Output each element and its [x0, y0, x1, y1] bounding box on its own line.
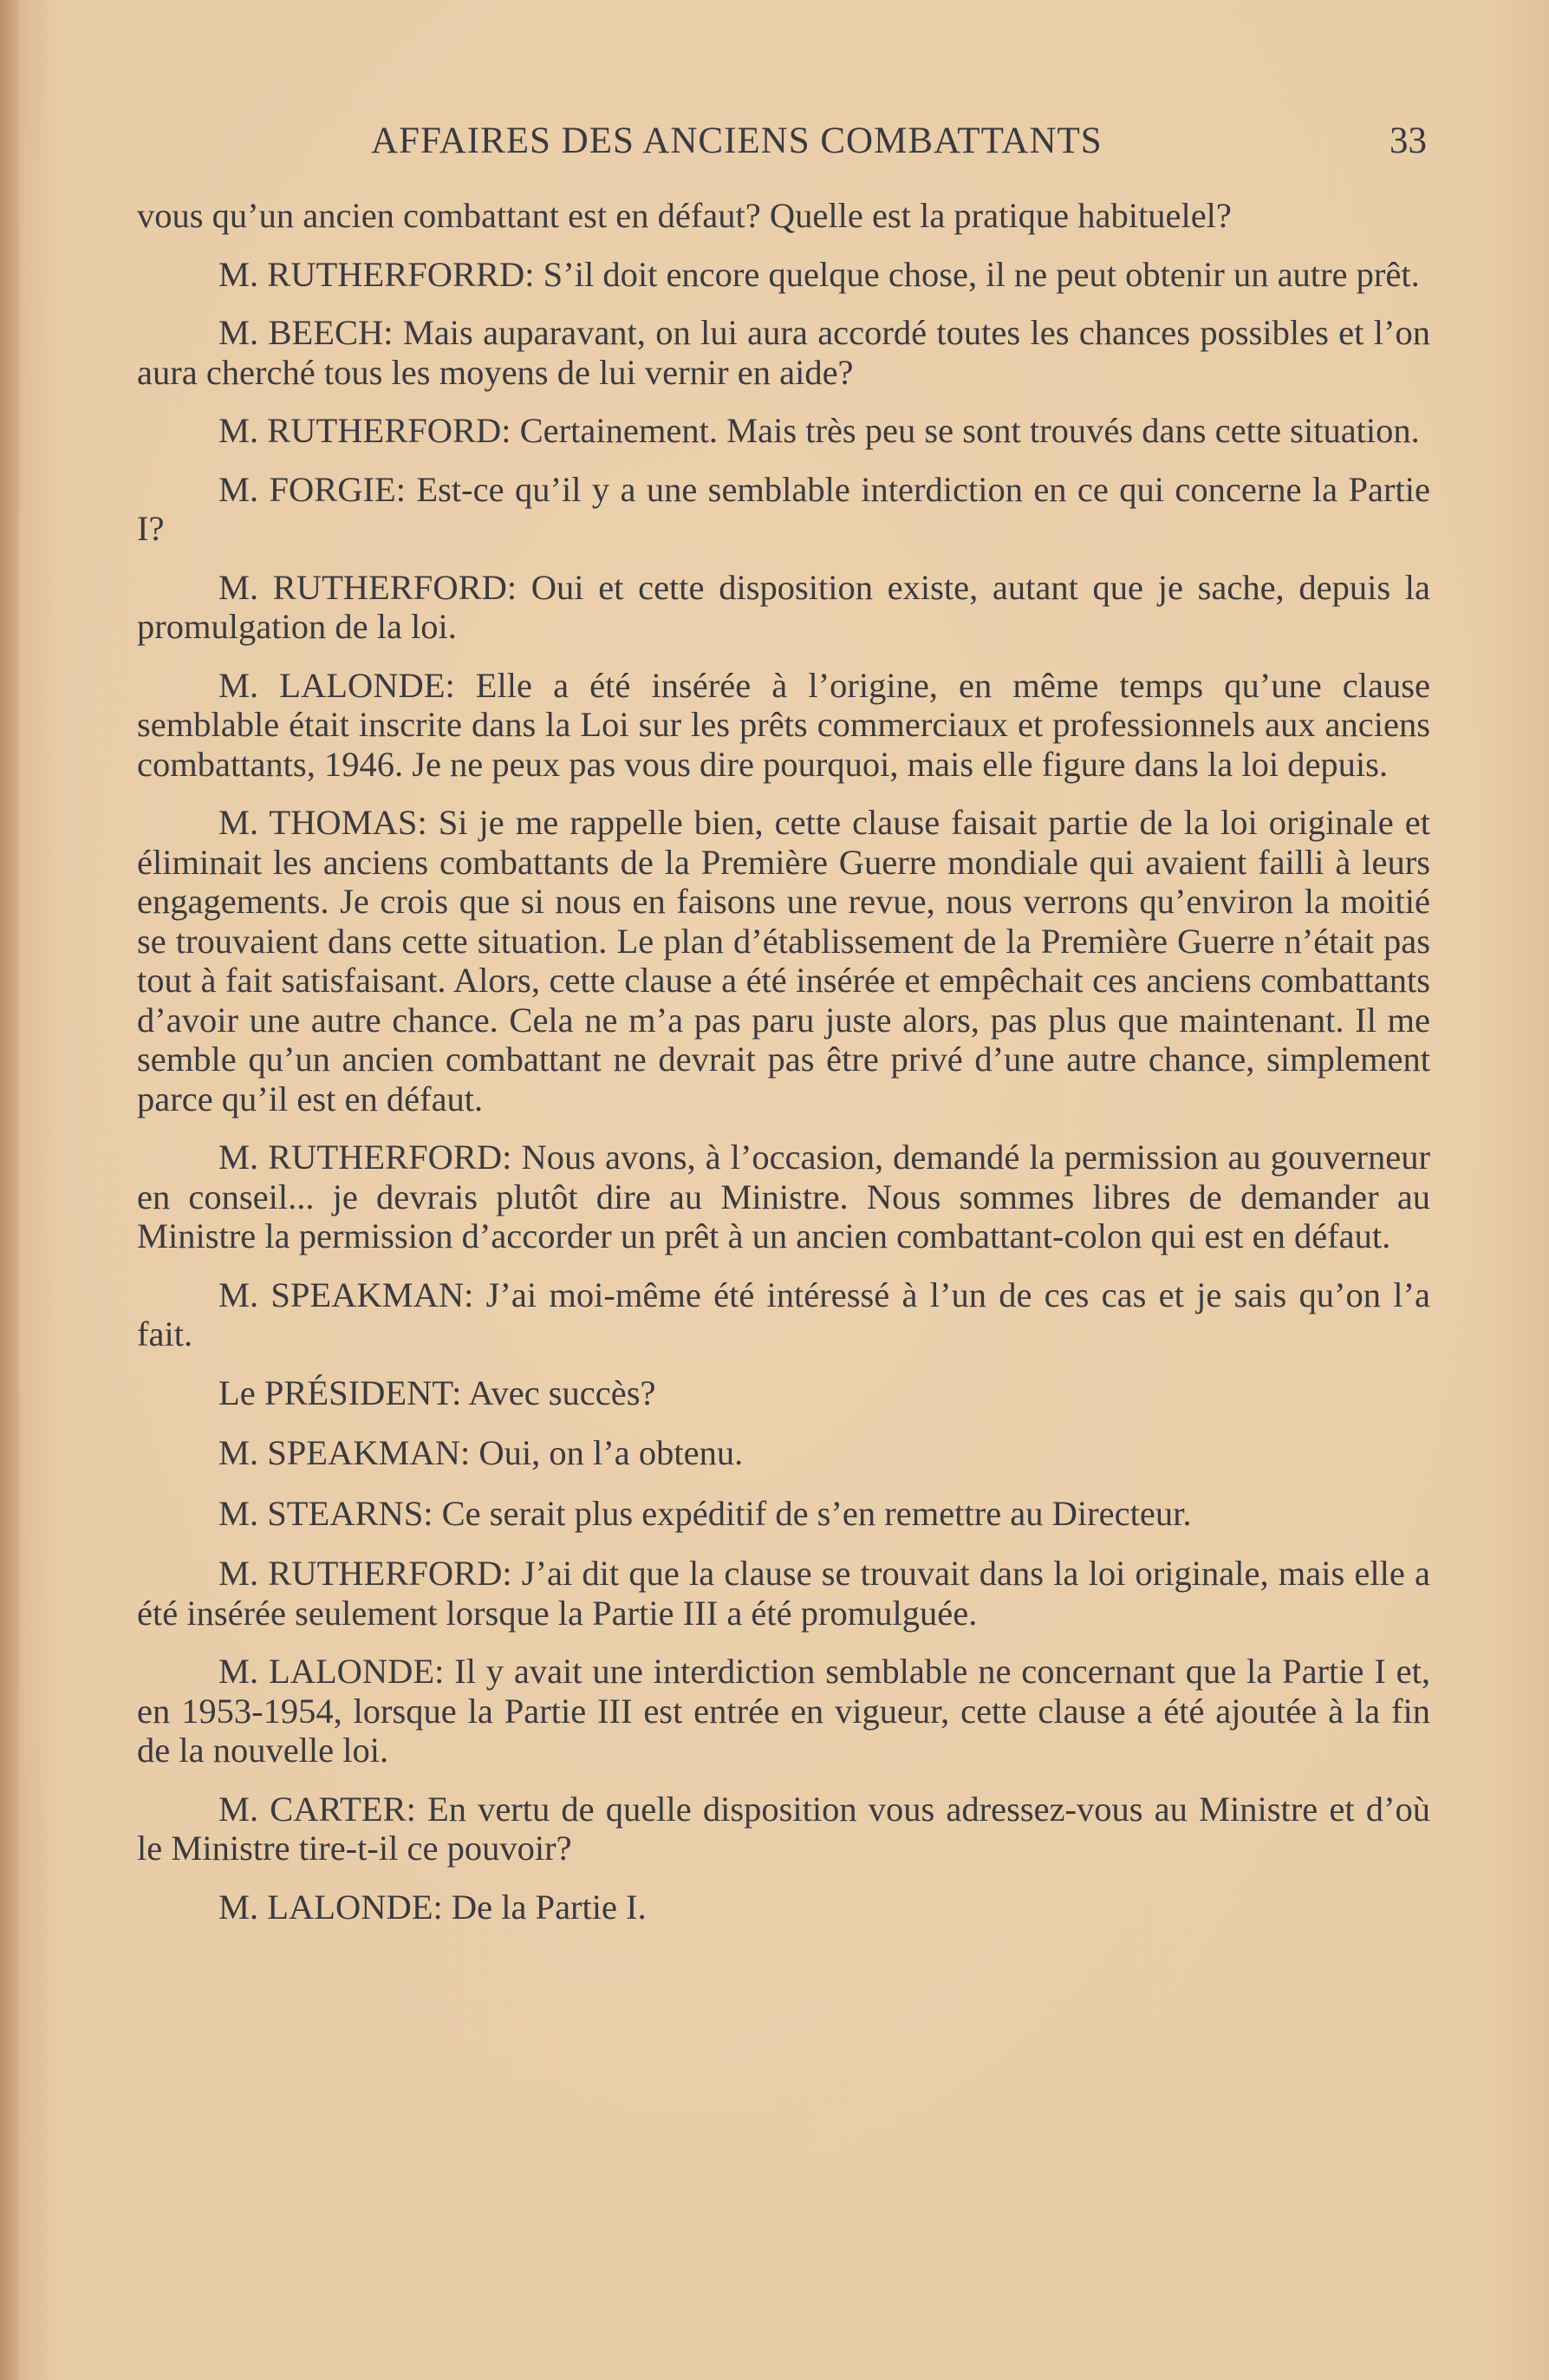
paragraph: M. RUTHERFORD: Certainement. Mais très peu se sont trouvés dans cette situation.: [218, 411, 1420, 450]
paragraph: M. LALONDE: De la Partie I.: [218, 1887, 647, 1927]
paragraph: M. FORGIE: Est-ce qu’il y a une semblable interdiction en ce qui concerne la Partie I?: [137, 469, 1430, 548]
paragraph: M. RUTHERFORRD: S’il doit encore quelque chose, il ne peut obtenir un autre prêt.: [218, 254, 1420, 294]
page-number: 33: [1390, 121, 1427, 161]
paragraph: M. STEARNS: Ce serait plus expéditif de s’en remettre au Directeur.: [218, 1493, 1192, 1533]
paragraph: M. RUTHERFORD: J’ai dit que la clause se trouvait dans la loi originale, mais elle a été insérée seulement lorsque la Partie III a été promulguée.: [137, 1554, 1430, 1633]
running-title: AFFAIRES DES ANCIENS COMBATTANTS: [371, 121, 1103, 161]
paragraph: Le PRÉSIDENT: Avec succès?: [218, 1373, 656, 1412]
paragraph: M. SPEAKMAN: Oui, on l’a obtenu.: [218, 1433, 744, 1472]
paragraph: M. RUTHERFORD: Oui et cette disposition existe, autant que je sache, depuis la promulgation de la loi.: [137, 567, 1430, 646]
paragraph: M. BEECH: Mais auparavant, on lui aura accordé toutes les chances possibles et l’on aura cherché tous les moyens de lui vernir en aide?: [137, 313, 1430, 392]
paragraph: M. THOMAS: Si je me rappelle bien, cette clause faisait partie de la loi originale et éliminait les anciens combattants de la Première Guerre mondiale qui avaient failli à leurs engagements. Je crois que si nous en faisons une revue, nous verrons qu’environ la moitié se trouvaient dans cette situation. Le plan d’établissement de la Première Guerre n’était pas tout à fait satisfaisant. Alors, cette clause a été insérée et empêchait ces anciens combattants d’avoir une autre chance. Cela ne m’a pas paru juste alors, pas plus que maintenant. Il me semble qu’un ancien combattant ne devrait pas être privé d’une autre chance, simplement parce qu’il est en défaut.: [137, 803, 1430, 1118]
body-text: [137, 196, 1430, 1946]
page-binding-edge: [0, 0, 19, 2380]
paragraph: M. LALONDE: Il y avait une interdiction semblable ne concernant que la Partie I et, en 1953-1954, lorsque la Partie III est entrée en vigueur, cette clause a été ajoutée à la fin de la nouvelle loi.: [137, 1652, 1430, 1770]
paragraph: vous qu’un ancien combattant est en défaut? Quelle est la pratique habituelel?: [137, 196, 1232, 235]
paragraph: M. CARTER: En vertu de quelle disposition vous adressez-vous au Ministre et d’où le Ministre tire-t-il ce pouvoir?: [137, 1789, 1430, 1868]
paragraph: M. SPEAKMAN: J’ai moi-même été intéressé à l’un de ces cas et je sais qu’on l’a fait.: [137, 1275, 1430, 1353]
running-header: [0, 120, 1549, 168]
paragraph: M. LALONDE: Elle a été insérée à l’origine, en même temps qu’une clause semblable était inscrite dans la Loi sur les prêts commerciaux et professionnels aux anciens combattants, 1946. Je ne peux pas vous dire pourquoi, mais elle figure dans la loi depuis.: [137, 665, 1430, 784]
paragraph: M. RUTHERFORD: Nous avons, à l’occasion, demandé la permission au gouverneur en conseil... je devrais plutôt dire au Ministre. Nous sommes libres de demander au Ministre la permission d’accorder un prêt à un ancien combattant-colon qui est en défaut.: [137, 1138, 1430, 1255]
